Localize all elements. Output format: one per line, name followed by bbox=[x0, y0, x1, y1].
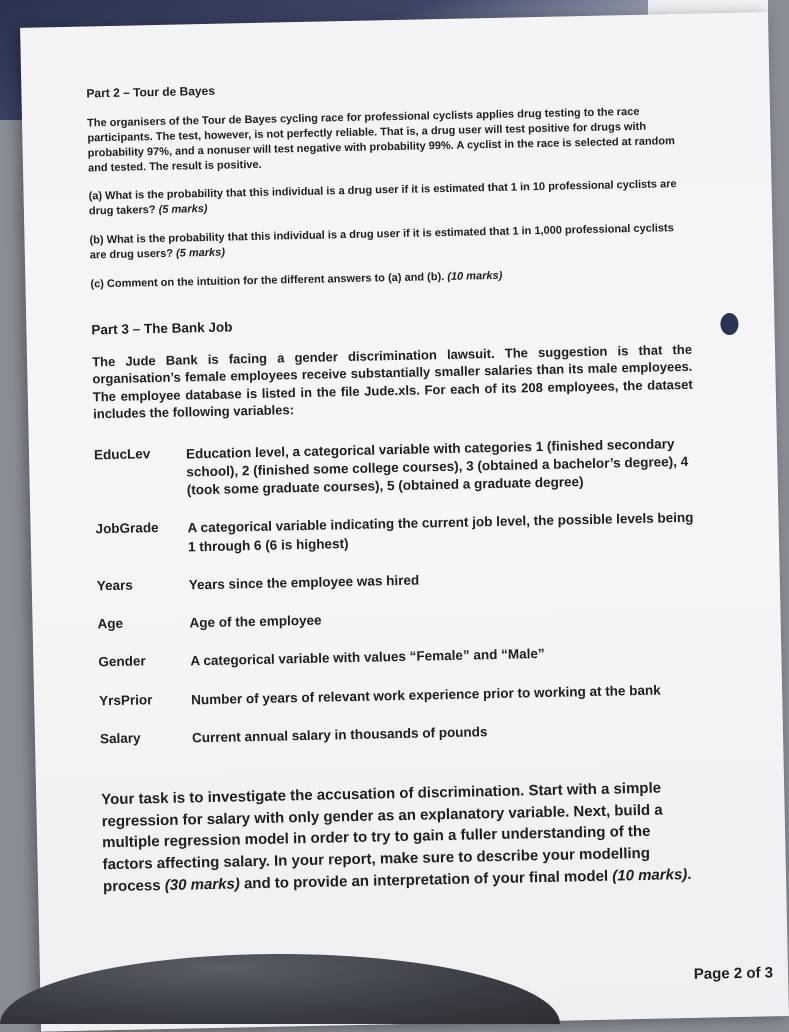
task-text-end: . bbox=[687, 865, 692, 884]
variable-name: Age bbox=[97, 615, 124, 632]
question-c bbox=[90, 265, 690, 292]
question-a-marks: (5 marks) bbox=[158, 203, 208, 217]
question-b bbox=[89, 221, 689, 263]
task-text-2: and to provide an interpretation of your final model bbox=[243, 867, 609, 893]
punch-hole bbox=[720, 313, 738, 335]
part3-intro: The Jude Bank is facing a gender discrimination lawsuit. The suggestion is that the organisation’s female employees receive substantially smaller salaries than its male employees. The employee database is listed in the file Jude.xls. For each of its 208 employees, the dataset includes the following variables: bbox=[91, 341, 693, 422]
question-a bbox=[88, 177, 688, 219]
part2-heading: Part 2 – Tour de Bayes bbox=[86, 83, 216, 101]
task-marks-2: (10 marks) bbox=[612, 866, 688, 885]
variable-description: A categorical variable indicating the current job level, the possible levels being 1 through 6 (6 is highest) bbox=[187, 510, 694, 555]
question-c-marks: (10 marks) bbox=[447, 269, 503, 283]
question-b-marks: (5 marks) bbox=[175, 246, 226, 260]
variable-name: Salary bbox=[99, 730, 141, 747]
task-paragraph bbox=[101, 777, 703, 898]
variable-description: Age of the employee bbox=[189, 612, 322, 631]
variable-description: Number of years of relevant work experience prior to working at the bank bbox=[191, 682, 661, 707]
variable-row bbox=[97, 566, 697, 597]
question-b-text: (b) What is the probability that this individual is a drug user if it is estimated that 1 in 1,000 professional cyclists are drug users? bbox=[89, 222, 674, 262]
page-label: Page bbox=[693, 965, 730, 983]
variable-name: Years bbox=[96, 577, 133, 594]
variable-description: A categorical variable with values “Female” and “Male” bbox=[190, 646, 545, 669]
variable-name: YrsPrior bbox=[99, 691, 153, 708]
document-page bbox=[20, 12, 789, 1031]
variable-description: Education level, a categorical variable with categories 1 (finished secondary school), 2 (finished some college courses), 3 (obtained a bachelor’s degree), 4 (took some graduate courses), 5 (obtained a graduate degree) bbox=[185, 436, 689, 498]
page-current: 2 bbox=[733, 964, 743, 983]
variable-row bbox=[95, 509, 696, 558]
variable-description: Current annual salary in thousands of pounds bbox=[191, 723, 488, 746]
page-of-label: of bbox=[746, 964, 761, 982]
page-number bbox=[694, 964, 774, 983]
page-content bbox=[86, 74, 703, 898]
variable-name: JobGrade bbox=[95, 520, 159, 537]
part2-intro: The organisers of the Tour de Bayes cycling race for professional cyclists applies drug testing to the race participants. The test, however, is not perfectly reliable. That is, a drug user will test positive for drugs with probability 97%, and a nonuser will test negative with probability 99%. A cyclist in the race is selected at random and tested. The result is positive. bbox=[86, 105, 675, 174]
variable-name: Gender bbox=[98, 653, 146, 670]
variable-row bbox=[94, 435, 695, 502]
variable-name: EducLev bbox=[93, 445, 151, 463]
task-marks-1: (30 marks) bbox=[164, 875, 241, 894]
question-a-text: (a) What is the probability that this individual is a drug user if it is estimated that 1 in 10 professional cyclists are drug takers? bbox=[88, 178, 677, 218]
variable-row bbox=[98, 642, 698, 673]
variable-description: Years since the employee was hired bbox=[188, 572, 420, 593]
variable-row bbox=[97, 604, 697, 635]
variable-row bbox=[99, 680, 699, 711]
variable-row bbox=[100, 719, 700, 750]
task-text-1: Your task is to investigate the accusation of discrimination. Start with a simple regression for salary with only gender as an explanatory variable. Next, build a multiple regression model in order to try to gain a fuller understanding of the factors affecting salary. In your report, make sure to describe your modelling process bbox=[101, 779, 663, 896]
question-c-text: (c) Comment on the intuition for the different answers to (a) and (b). bbox=[90, 270, 445, 291]
page-total: 3 bbox=[764, 964, 774, 982]
variables-list bbox=[94, 435, 700, 750]
part3-heading: Part 3 – The Bank Job bbox=[91, 319, 233, 337]
